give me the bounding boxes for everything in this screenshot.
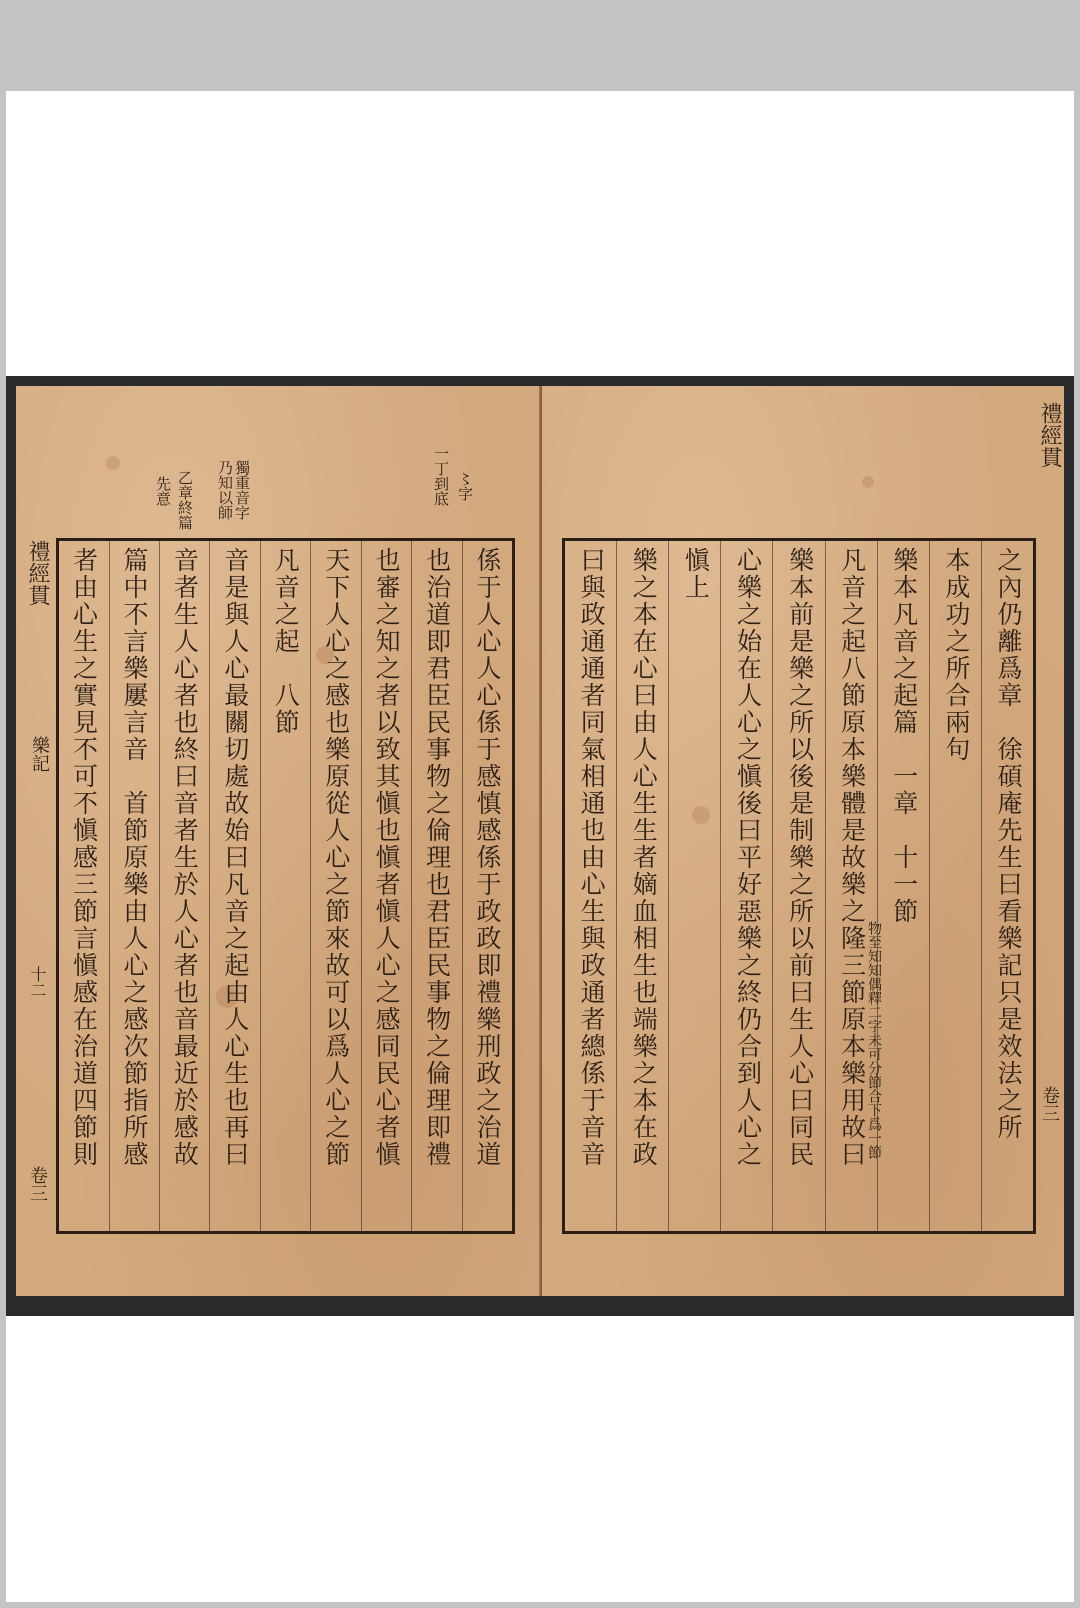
image-viewer — [6, 91, 1074, 1602]
margin-note-1: 一丁到底 — [432, 446, 450, 506]
margin-note-2: 〻字 — [456, 471, 474, 501]
text-column: 曰與政通通者同氣相通也由心生與政通者總係于音音 — [577, 547, 607, 1168]
text-column: 愼上 — [668, 541, 720, 1231]
text-column: 者由心生之實見不可不愼感三節言愼感在治道四節則 — [69, 547, 99, 1168]
text-column: 樂本凡音之起篇 一章 十一節 — [877, 541, 929, 1231]
stain — [106, 456, 120, 470]
right-page — [542, 386, 1064, 1296]
left-page — [16, 386, 542, 1296]
side-page-number: 十二 — [28, 966, 47, 998]
side-volume: 卷三 — [27, 1166, 48, 1202]
text-column: 篇中不言樂屢言音 首節原樂由人心之感次節指所感 — [109, 541, 159, 1231]
text-column: 凡音之起八節原本樂體是故樂之隆三節原本樂用故曰 — [825, 541, 877, 1231]
text-column: 樂本前是樂之所以後是制樂之所以前曰生人心曰同民 — [772, 541, 824, 1231]
book-scan — [6, 376, 1074, 1316]
text-column: 本成功之所合兩句 — [929, 541, 981, 1231]
text-frame — [562, 538, 1036, 1234]
text-column: 也治道即君臣民事物之倫理也君臣民事物之倫理即禮 — [411, 541, 461, 1231]
text-column: 也審之知之者以致其愼也愼者愼人心之感同民心者愼 — [361, 541, 411, 1231]
text-column: 心樂之始在人心之愼後曰平好惡樂之終仍合到人心之 — [720, 541, 772, 1231]
text-column: 天下人心之感也樂原從人心之節來故可以爲人心之節 — [310, 541, 360, 1231]
side-section: 樂記 — [29, 736, 50, 772]
text-column: 樂之本在心曰由人心生生者嫡血相生也端樂之本在政 — [616, 541, 668, 1231]
margin-note-3: 獨重音字乃知以師 — [216, 460, 251, 520]
text-column: 凡音之起 八節 — [260, 541, 310, 1231]
text-column: 音是與人心最關切處故始曰凡音之起由人心生也再曰 — [209, 541, 259, 1231]
side-title: 禮經貫 — [25, 540, 50, 606]
side-title: 禮經貫 — [1037, 402, 1062, 468]
text-column: 音者生人心者也終曰音者生於人心者也音最近於感故 — [159, 541, 209, 1231]
text-column: 之內仍離爲章 徐碩庵先生曰看樂記只是效法之所 — [981, 541, 1033, 1231]
margin-note-5: 先意 — [154, 476, 172, 506]
interlinear-note: 物至知知偶釋二字未可分節合下爲一節 — [866, 921, 882, 1159]
text-column: 係于人心人心係于感慎感係于政政即禮樂刑政之治道 — [462, 541, 512, 1231]
stain — [862, 476, 874, 488]
text-frame — [56, 538, 515, 1234]
side-volume: 卷三 — [1039, 1086, 1060, 1122]
margin-note-4: 乙章終篇 — [176, 470, 194, 530]
